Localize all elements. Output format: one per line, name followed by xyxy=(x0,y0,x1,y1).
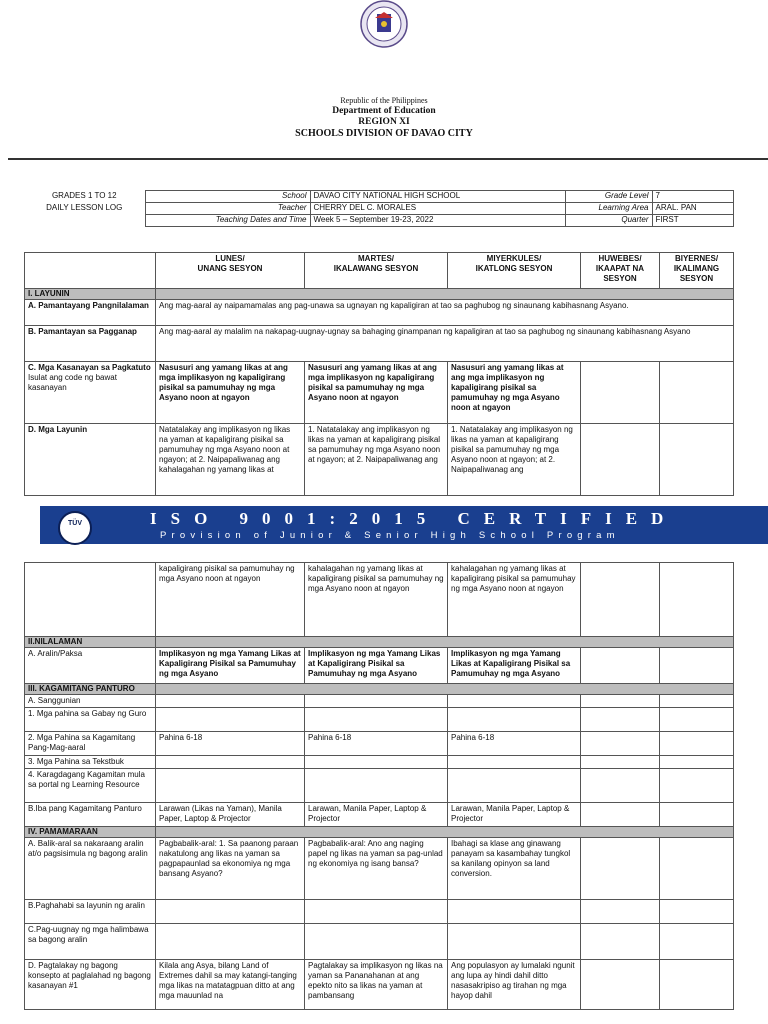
school-label: School xyxy=(145,191,310,203)
sanggunian-label: A. Sanggunian xyxy=(25,695,156,708)
iso-title: ISO 9001:2015 CERTIFIED xyxy=(150,509,678,528)
col-head-lunes: LUNES/ UNANG SESYON xyxy=(156,253,305,289)
dates-value: Week 5 – September 19-23, 2022 xyxy=(310,215,565,227)
layunin-miyerkules: 1. Natatalakay ang implikasyon ng likas na yaman at kapaligirang pisikal sa pamumuhay ng mga Asyano noon at ngayon; at 2. Naipapaliwanag ang xyxy=(448,424,581,496)
pagtalakay-label: D. Pagtalakay ng bagong konsepto at paglalahad ng bagong kasanayan #1 xyxy=(25,960,156,1010)
division-line: SCHOOLS DIVISION OF DAVAO CITY xyxy=(295,128,473,139)
pagtalakay-miyerkules: Ang populasyon ay lumalaki ngunit ang lupa ay hindi dahil ditto nasasakripiso ag tirahan ng mga hayop dahil xyxy=(448,960,581,1010)
aralin-miyerkules: Implikasyon ng mga Yamang Likas at Kapaligirang Pisikal sa Pamumuhay ng mga Asyano xyxy=(448,648,581,684)
col-head-martes: MARTES/ IKALAWANG SESYON xyxy=(305,253,448,289)
balik-lunes: Pagbabalik-aral: 1. Sa paanong paraan nakatulong ang likas na yaman sa pagpapaunlad sa ekonomiya ng mga bansang Asyano? xyxy=(156,838,305,900)
header-rule xyxy=(8,158,768,160)
region-line: REGION XI xyxy=(358,117,410,127)
info-blank xyxy=(24,215,145,227)
section-pamamaraan: IV. PAMAMARAAN xyxy=(25,827,734,838)
deped-seal-icon xyxy=(360,0,408,48)
pahina-lunes: Pahina 6-18 xyxy=(156,732,305,756)
dll-label: DAILY LESSON LOG xyxy=(46,202,123,212)
row-layunin-label: D. Mga Layunin xyxy=(25,424,156,496)
teacher-value: CHERRY DEL C. MORALES xyxy=(310,203,565,215)
grades-label: GRADES 1 TO 12 xyxy=(24,191,145,203)
kasanayan-lunes: Nasusuri ang yamang likas at ang mga implikasyon ng kapaligirang pisikal sa pamumuhay ng mga Asyano noon at ngayon xyxy=(156,362,305,424)
learning-area-label: Learning Area xyxy=(565,203,652,215)
aralin-label: A. Aralin/Paksa xyxy=(25,648,156,684)
learning-area-value: ARAL. PAN xyxy=(652,203,733,215)
gabay-label: 1. Mga pahina sa Gabay ng Guro xyxy=(25,708,156,732)
paguugnay-label: C.Pag-uugnay ng mga halimbawa sa bagong aralin xyxy=(25,924,156,960)
cont-miyerkules: kahalagahan ng yamang likas at kapaligirang pisikal sa pamumuhay ng mga Asyano noon at ngayon xyxy=(448,563,581,637)
paghahabi-label: B.Paghahabi sa layunin ng aralin xyxy=(25,900,156,924)
school-value: DAVAO CITY NATIONAL HIGH SCHOOL xyxy=(310,191,565,203)
row-pamantayang-text: Ang mag-aaral ay naipamamalas ang pag-unawa sa ugnayan ng kapaligiran at tao sa paghubog ng sinaunang kabihasnang Asyano. xyxy=(156,300,734,326)
lesson-table-top xyxy=(24,252,734,496)
balik-martes: Pagbabalik-aral: Ano ang naging papel ng likas na yaman sa pag-unlad ng ekonomiya ng isang bansa? xyxy=(305,838,448,900)
tuv-logo-icon xyxy=(58,511,92,545)
quarter-label: Quarter xyxy=(565,215,652,227)
aralin-martes: Implikasyon ng mga Yamang Likas at Kapaligirang Pisikal sa Pamumuhay ng mga Asyano xyxy=(305,648,448,684)
pagtalakay-martes: Pagtalakay sa implikasyon ng likas na yaman sa Pananahanan at ang epekto nito sa likas na yaman at pambansang xyxy=(305,960,448,1010)
section-layunin: I. LAYUNIN xyxy=(25,289,734,300)
balik-aral-label: A. Balik-aral sa nakaraang aralin at/o pagsisimula ng bagong aralin xyxy=(25,838,156,900)
row-pagganap-label: B. Pamantayan sa Pagganap xyxy=(25,326,156,362)
pagtalakay-lunes: Kilala ang Asya, bilang Land of Extremes dahil sa may katangi-tanging mga likas na matatagpuan ditto at ang mga mauunlad na xyxy=(156,960,305,1010)
tekstbuk-label: 3. Mga Pahina sa Tekstbuk xyxy=(25,756,156,769)
section-nilalaman: II.NILALAMAN xyxy=(25,637,734,648)
kasanayan-martes: Nasusuri ang yamang likas at ang mga implikasyon ng kapaligirang pisikal sa pamumuhay ng mga Asyano noon at ngayon xyxy=(305,362,448,424)
iba-miyerkules: Larawan, Manila Paper, Laptop & Projector xyxy=(448,803,581,827)
aralin-lunes: Implikasyon ng mga Yamang Likas at Kapaligirang Pisikal sa Pamumuhay ng mga Asyano xyxy=(156,648,305,684)
iso-subtitle: Provision of Junior & Senior High School Program xyxy=(160,530,620,541)
layunin-lunes: Natatalakay ang implikasyon ng likas na yaman at kapaligirang pisikal sa pamumuhay ng mga Asyano noon at ngayon; at 2. Naipapaliwanag ang kahalagahan ng yamang likas at xyxy=(156,424,305,496)
balik-miyerkules: Ibahagi sa klase ang ginawang panayam sa kasambahay tungkol sa kanilang opinyon sa land conversion. xyxy=(448,838,581,900)
dates-label: Teaching Dates and Time xyxy=(145,215,310,227)
republic-line: Republic of the Philippines xyxy=(340,96,428,105)
col-head-biyernes: BIYERNES/ IKALIMANG SESYON xyxy=(660,253,734,289)
kasanayan-miyerkules: Nasusuri ang yamang likas at ang mga implikasyon ng kapaligirang pisikal sa pamumuhay ng mga Asyano noon at ngayon xyxy=(448,362,581,424)
teacher-label: Teacher xyxy=(145,203,310,215)
section-kagamitan: III. KAGAMITANG PANTURO xyxy=(25,684,734,695)
row-pamantayang-label: A. Pamantayang Pangnilalaman xyxy=(25,300,156,326)
tuv-logo-text: TÜV xyxy=(68,520,82,527)
department-line: Department of Education xyxy=(332,106,436,116)
grade-level-value: 7 xyxy=(652,191,733,203)
row-pagganap-text: Ang mag-aaral ay malalim na nakapag-uugnay-ugnay sa bahaging ginampanan ng kapaligiran at tao sa paghubog ng sinaunang kabihasnang Asyano xyxy=(156,326,734,362)
col-head-miyerkules: MIYERKULES/ IKATLONG SESYON xyxy=(448,253,581,289)
col-head-huwebes: HUWEBES/ IKAAPAT NA SESYON xyxy=(581,253,660,289)
pahina-martes: Pahina 6-18 xyxy=(305,732,448,756)
lesson-table-bottom xyxy=(24,562,734,1010)
layunin-martes: 1. Natatalakay ang implikasyon ng likas na yaman at kapaligirang pisikal sa pamumuhay ng mga Asyano noon at ngayon; at 2. Naipapaliwanag ang xyxy=(305,424,448,496)
col-head-blank xyxy=(25,253,156,289)
karagdagang-label: 4. Karagdagang Kagamitan mula sa portal ng Learning Resource xyxy=(25,769,156,803)
iba-lunes: Larawan (Likas na Yaman), Manila Paper, Laptop & Projector xyxy=(156,803,305,827)
pahina-miyerkules: Pahina 6-18 xyxy=(448,732,581,756)
cont-lunes: kapaligirang pisikal sa pamumuhay ng mga Asyano noon at ngayon xyxy=(156,563,305,637)
iba-label: B.Iba pang Kagamitang Panturo xyxy=(25,803,156,827)
row-kasanayan-label: C. Mga Kasanayan sa Pagkatuto Isulat ang code ng bawat kasanayan xyxy=(25,362,156,424)
iba-martes: Larawan, Manila Paper, Laptop & Projector xyxy=(305,803,448,827)
cont-martes: kahalagahan ng yamang likas at kapaligirang pisikal sa pamumuhay ng mga Asyano noon at ngayon xyxy=(305,563,448,637)
grade-level-label: Grade Level xyxy=(565,191,652,203)
kagamitang-label: 2. Mga Pahina sa Kagamitang Pang-Mag-aaral xyxy=(25,732,156,756)
info-table xyxy=(24,190,734,227)
quarter-value: FIRST xyxy=(652,215,733,227)
